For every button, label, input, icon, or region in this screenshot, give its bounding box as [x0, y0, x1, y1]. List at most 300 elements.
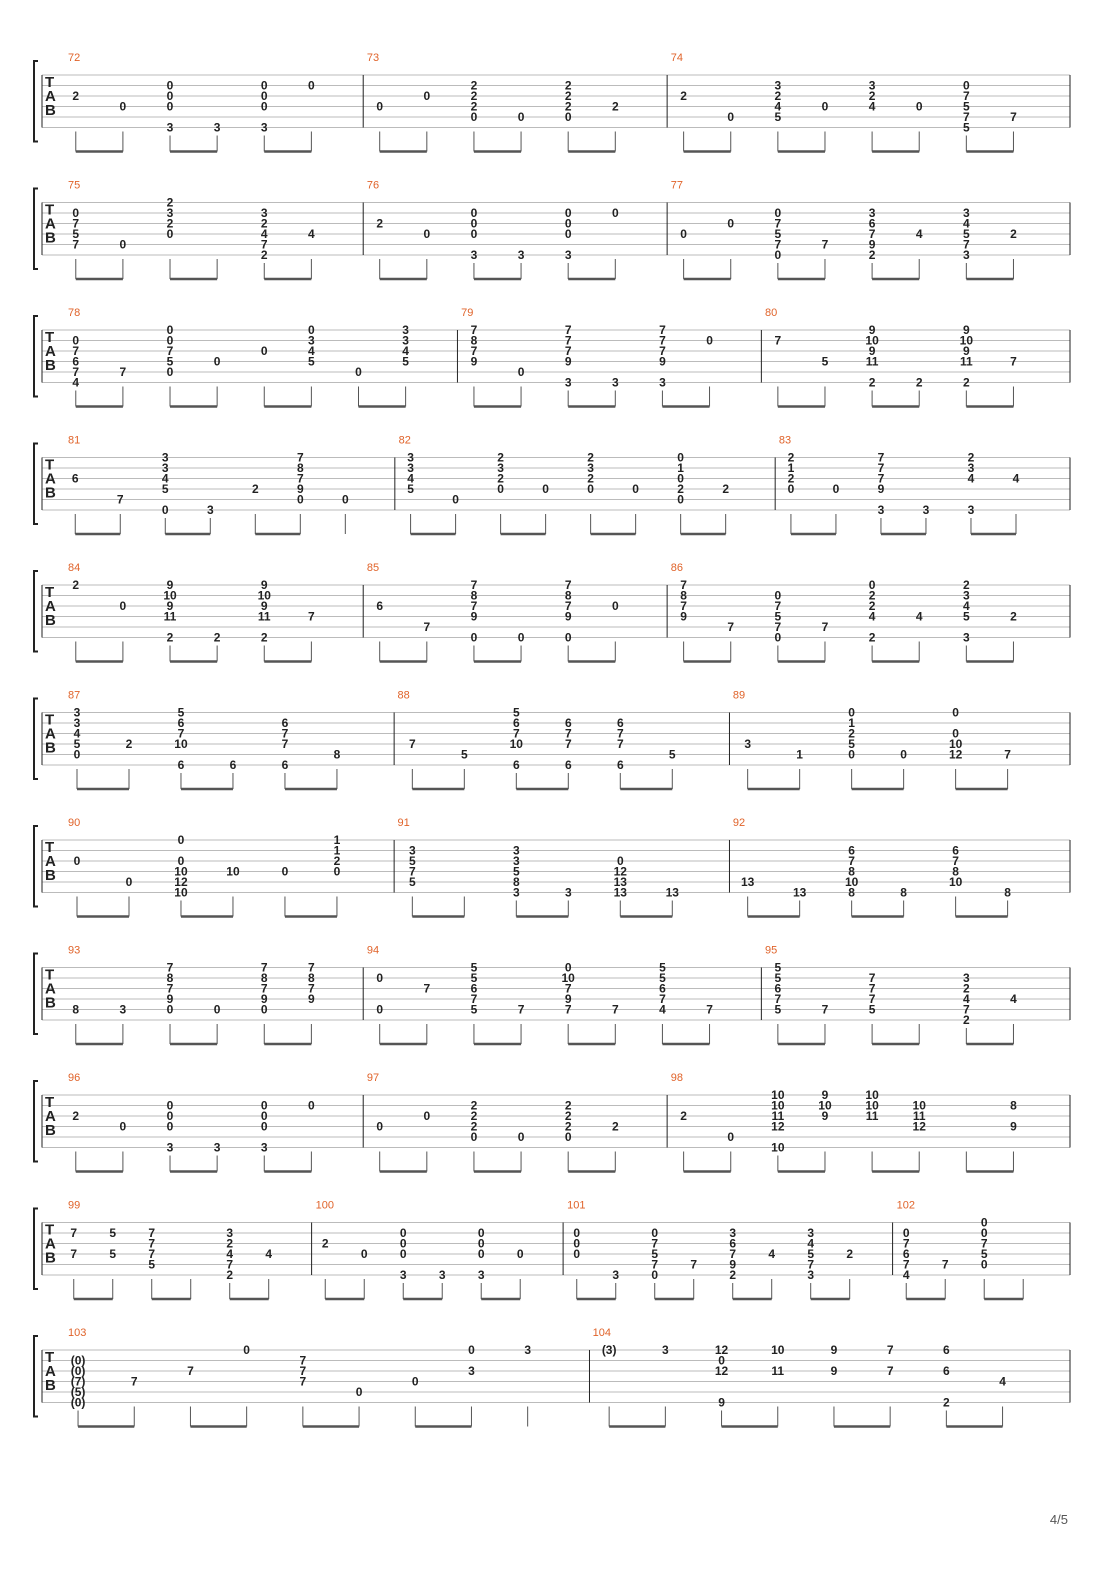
fret-number: 7 — [680, 599, 687, 613]
fret-number: 7 — [408, 737, 416, 751]
fret-number: (5) — [70, 1385, 86, 1399]
fret-number: 3 — [73, 705, 81, 720]
fret-number: 5 — [470, 960, 478, 975]
fret-number: 3 — [564, 375, 572, 390]
tab-clef-letter: A — [45, 980, 56, 998]
fret-number: 7 — [680, 578, 687, 592]
fret-number: 5 — [848, 737, 855, 751]
measure-number: 75 — [68, 179, 81, 192]
fret-number: 7 — [774, 599, 782, 613]
fret-number: 5 — [402, 354, 409, 369]
fret-number: 0 — [423, 1109, 431, 1123]
fret-number: (0) — [70, 1353, 86, 1368]
fret-number: 2 — [587, 471, 594, 486]
measure-number: 86 — [670, 562, 684, 574]
fret-number: 2 — [611, 1119, 619, 1134]
fret-number: 0 — [470, 227, 478, 241]
fret-number: 8 — [72, 1002, 80, 1017]
fret-number: 4 — [915, 609, 923, 624]
fret-number: 2 — [564, 99, 572, 114]
fret-number: 7 — [886, 1364, 894, 1378]
fret-number: 12 — [771, 1119, 785, 1134]
fret-number: 7 — [727, 620, 735, 634]
fret-number: 0 — [564, 216, 572, 231]
fret-number: 3 — [659, 375, 666, 390]
fret-number: 4 — [915, 227, 923, 241]
fret-number: 3 — [962, 248, 970, 262]
fret-number: 9 — [868, 323, 876, 337]
tab-system — [34, 1072, 1070, 1172]
fret-number: 3 — [962, 630, 970, 645]
fret-number: 0 — [308, 1098, 315, 1113]
fret-number: 7 — [299, 1374, 307, 1389]
fret-number: 10 — [257, 588, 271, 603]
fret-number: 7 — [821, 620, 829, 634]
fret-number: 2 — [564, 1098, 572, 1113]
fret-number: 12 — [912, 1119, 926, 1134]
tab-clef-letter: T — [45, 584, 55, 601]
fret-number: 4 — [659, 1002, 666, 1017]
fret-number: 7 — [148, 1226, 156, 1240]
fret-number: 2 — [333, 854, 341, 868]
fret-number: 7 — [821, 237, 829, 252]
tab-clef-letter: T — [45, 1221, 55, 1239]
fret-number: 11 — [257, 609, 271, 624]
fret-number: 7 — [706, 1002, 713, 1017]
fret-number: 9 — [260, 992, 268, 1006]
fret-number: 9 — [564, 992, 572, 1006]
fret-number: 7 — [308, 960, 315, 975]
fret-number: 0 — [125, 875, 133, 889]
fret-number: 7 — [564, 1002, 572, 1017]
fret-number: 0 — [727, 110, 735, 124]
fret-number: 7 — [1004, 747, 1011, 762]
fret-number: 2 — [611, 99, 619, 114]
fret-number: 0 — [72, 333, 80, 348]
fret-number: 3 — [564, 248, 572, 262]
fret-number: 7 — [848, 854, 855, 868]
fret-number: 6 — [659, 981, 666, 996]
measure-number: 77 — [670, 179, 684, 192]
fret-number: 5 — [774, 110, 782, 124]
fret-number: 7 — [166, 344, 174, 358]
fret-number: 0 — [900, 747, 907, 762]
fret-number: 7 — [299, 1353, 307, 1368]
fret-number: 7 — [308, 981, 315, 996]
fret-number: 7 — [470, 992, 478, 1006]
fret-number: 0 — [706, 333, 713, 348]
fret-number: 0 — [166, 1002, 174, 1017]
fret-number: 3 — [408, 843, 416, 858]
fret-number: 3 — [470, 248, 478, 262]
fret-number: 3 — [612, 1268, 620, 1282]
fret-number: 0 — [516, 1247, 524, 1261]
measure-number: 104 — [592, 1327, 612, 1339]
fret-number: 3 — [512, 843, 520, 858]
fret-number: 2 — [470, 99, 478, 114]
fret-number: 0 — [616, 854, 624, 868]
fret-number: 0 — [573, 1236, 581, 1251]
fret-number: 0 — [952, 705, 959, 720]
fret-number: 9 — [470, 354, 478, 369]
fret-number: 3 — [868, 78, 876, 93]
fret-number: 0 — [477, 1236, 485, 1251]
fret-number: 7 — [177, 726, 185, 741]
fret-number: 0 — [611, 599, 619, 613]
fret-number: 1 — [677, 461, 684, 475]
fret-number: 7 — [564, 981, 572, 996]
fret-number: 9 — [868, 237, 876, 252]
fret-number: 0 — [399, 1247, 407, 1261]
fret-number: 2 — [787, 450, 795, 465]
fret-number: 4 — [967, 471, 975, 486]
fret-number: 0 — [166, 78, 174, 93]
tab-clef-letter: T — [45, 966, 55, 984]
fret-number: 10 — [771, 1140, 785, 1155]
fret-number: 2 — [497, 471, 504, 486]
fret-number: 0 — [821, 99, 829, 114]
fret-number: 3 — [260, 120, 268, 135]
measure-number: 88 — [397, 689, 410, 702]
fret-number: 3 — [564, 885, 572, 900]
fret-number: 7 — [774, 620, 782, 634]
fret-number: 5 — [166, 354, 174, 369]
tab-clef-letter: B — [45, 1249, 56, 1267]
fret-number: 8 — [952, 864, 959, 879]
fret-number: 7 — [774, 992, 782, 1006]
fret-number: 0 — [680, 227, 687, 241]
fret-number: 7 — [564, 323, 572, 337]
tab-clef-letter: B — [45, 994, 56, 1012]
fret-number: 8 — [470, 333, 478, 348]
fret-number: 9 — [166, 578, 174, 592]
fret-number: 5 — [73, 737, 81, 751]
fret-number: 9 — [729, 1257, 737, 1272]
fret-number: 7 — [116, 492, 124, 507]
fret-number: 3 — [407, 461, 414, 475]
fret-number: 7 — [868, 971, 876, 985]
fret-number: 3 — [611, 375, 619, 390]
fret-number: 5 — [659, 960, 666, 975]
tab-clef-letter: B — [45, 739, 56, 757]
measure-number: 89 — [732, 689, 746, 702]
fret-number: 0 — [980, 1257, 988, 1272]
system-bracket — [34, 316, 38, 397]
tab-clef-letter: A — [45, 1108, 56, 1125]
fret-number: 5 — [407, 482, 414, 496]
tab-clef-letter: A — [45, 88, 56, 105]
fret-number: 0 — [341, 492, 349, 507]
fret-number: 4 — [962, 992, 970, 1006]
system-bracket — [34, 699, 38, 780]
tab-clef-letter: T — [45, 456, 55, 474]
fret-number: 0 — [470, 216, 478, 231]
tab-system — [34, 817, 1070, 917]
fret-number: 4 — [868, 99, 876, 114]
fret-number: 2 — [962, 981, 970, 996]
fret-number: 2 — [72, 1109, 80, 1123]
fret-number: 5 — [962, 120, 970, 135]
fret-number: 3 — [119, 1002, 127, 1017]
fret-number: 9 — [260, 599, 268, 613]
fret-number: 7 — [72, 237, 80, 252]
fret-number: 2 — [943, 1395, 950, 1410]
tab-clef-letter: A — [45, 343, 56, 360]
fret-number: 0 — [260, 99, 268, 114]
fret-number: 8 — [1004, 885, 1011, 900]
fret-number: 0 — [573, 1226, 581, 1240]
fret-number: 0 — [980, 1226, 988, 1240]
fret-number: 4 — [308, 344, 315, 358]
tab-system — [34, 1327, 1070, 1427]
fret-number: 2 — [680, 89, 687, 103]
fret-number: 0 — [517, 365, 525, 379]
fret-number: 7 — [659, 992, 666, 1006]
fret-number: 3 — [967, 503, 975, 517]
fret-number: 9 — [718, 1395, 725, 1410]
fret-number: 2 — [564, 1119, 572, 1134]
fret-number: 0 — [260, 89, 268, 103]
fret-number: 4 — [308, 227, 315, 241]
fret-number: 2 — [564, 1109, 572, 1123]
fret-number: 3 — [213, 120, 221, 135]
fret-number: 8 — [333, 747, 341, 762]
fret-number: 2 — [166, 216, 174, 231]
fret-number: 0 — [542, 482, 549, 496]
fret-number: 6 — [774, 981, 782, 996]
fret-number: 2 — [470, 1109, 478, 1123]
tab-clef-letter: A — [45, 1235, 56, 1253]
fret-number: 10 — [912, 1098, 926, 1113]
measure-number: 102 — [896, 1199, 915, 1212]
fret-number: 5 — [408, 875, 416, 889]
fret-number: 3 — [922, 503, 930, 517]
fret-number: 7 — [119, 365, 127, 379]
fret-number: 10 — [771, 1343, 785, 1357]
measure-number: 80 — [765, 307, 778, 319]
fret-number: 5 — [177, 705, 185, 720]
fret-number: 4 — [265, 1247, 273, 1261]
fret-number: 0 — [774, 248, 782, 262]
fret-number: 7 — [470, 599, 478, 613]
fret-number: 7 — [70, 1226, 78, 1240]
fret-number: 0 — [73, 854, 81, 868]
fret-number: 0 — [848, 747, 855, 762]
fret-number: 7 — [1010, 354, 1017, 369]
fret-number: 0 — [166, 227, 174, 241]
fret-number: 5 — [308, 354, 315, 369]
fret-number: 10 — [771, 1098, 785, 1113]
fret-number: 0 — [677, 450, 684, 465]
fret-number: 0 — [166, 1119, 174, 1134]
system-bracket — [34, 1209, 38, 1290]
fret-number: 10 — [509, 737, 523, 751]
fret-number: 3 — [166, 1140, 174, 1155]
fret-number: 0 — [452, 492, 459, 507]
fret-number: 6 — [943, 1343, 950, 1357]
measure-number: 94 — [366, 944, 380, 957]
fret-number: 10 — [818, 1098, 832, 1113]
fret-number: 1 — [796, 747, 803, 762]
fret-number: 5 — [807, 1247, 815, 1261]
fret-number: 7 — [962, 237, 970, 252]
fret-number: 11 — [912, 1109, 926, 1123]
tab-clef-letter: A — [45, 725, 56, 743]
fret-number: 7 — [877, 461, 885, 475]
fret-number: 0 — [177, 833, 185, 847]
fret-number: 7 — [564, 737, 572, 751]
fret-number: 6 — [470, 981, 478, 996]
fret-number: 5 — [774, 971, 782, 985]
fret-number: 11 — [771, 1364, 785, 1378]
fret-number: 0 — [333, 864, 341, 879]
fret-number: 2 — [564, 78, 572, 93]
fret-number: 0 — [355, 1385, 363, 1399]
fret-number: 6 — [281, 716, 289, 730]
measure-number: 97 — [366, 1072, 380, 1084]
fret-number: 6 — [902, 1247, 910, 1261]
measure-number: 82 — [398, 434, 411, 447]
fret-number: 6 — [616, 758, 624, 772]
fret-number: 5 — [868, 1002, 876, 1017]
fret-number: 6 — [564, 758, 572, 772]
fret-number: 7 — [281, 726, 289, 741]
fret-number: 3 — [477, 1268, 485, 1282]
fret-number: 7 — [423, 981, 431, 996]
fret-number: (0) — [70, 1395, 86, 1410]
fret-number: 5 — [668, 747, 676, 762]
fret-number: 0 — [470, 630, 478, 645]
fret-number: 3 — [260, 206, 268, 220]
fret-number: 8 — [564, 588, 572, 603]
fret-number: 0 — [962, 78, 970, 93]
system-bracket — [34, 1336, 38, 1417]
fret-number: 11 — [865, 1109, 879, 1123]
fret-number: 3 — [399, 1268, 407, 1282]
fret-number: 2 — [470, 1098, 478, 1113]
fret-number: 2 — [868, 630, 876, 645]
fret-number: 0 — [376, 971, 384, 985]
fret-number: 0 — [848, 705, 855, 720]
fret-number: 0 — [718, 1353, 725, 1368]
fret-number: 2 — [587, 450, 594, 465]
fret-number: 7 — [423, 620, 431, 634]
tab-clef-letter: B — [45, 357, 56, 374]
fret-number: 7 — [729, 1247, 737, 1261]
fret-number: 3 — [662, 1343, 669, 1357]
fret-number: 3 — [407, 450, 414, 465]
fret-number: 0 — [468, 1343, 475, 1357]
fret-number: 2 — [962, 578, 970, 592]
fret-number: 0 — [296, 492, 304, 507]
fret-number: 4 — [260, 227, 268, 241]
fret-number: 10 — [226, 864, 240, 879]
fret-number: 7 — [72, 216, 80, 231]
fret-number: 7 — [72, 365, 80, 379]
fret-number: 9 — [877, 482, 885, 496]
fret-number: 0 — [677, 492, 684, 507]
fret-number: 5 — [651, 1247, 659, 1261]
fret-number: 0 — [774, 206, 782, 220]
fret-number: 3 — [260, 1140, 268, 1155]
fret-number: 6 — [512, 716, 520, 730]
fret-number: 3 — [877, 503, 885, 517]
fret-number: 7 — [952, 854, 959, 868]
fret-number: 5 — [470, 971, 478, 985]
fret-number: 7 — [470, 578, 478, 592]
fret-number: 4 — [1010, 992, 1017, 1006]
fret-number: 5 — [962, 609, 970, 624]
fret-number: 6 — [229, 758, 237, 772]
fret-number: 7 — [877, 471, 885, 486]
fret-number: 9 — [564, 354, 572, 369]
fret-number: 0 — [564, 206, 572, 220]
fret-number: 0 — [72, 206, 80, 220]
tab-clef-letter: A — [45, 853, 56, 870]
fret-number: 0 — [376, 99, 384, 114]
fret-number: 5 — [109, 1226, 117, 1240]
fret-number: 9 — [659, 354, 666, 369]
tab-clef-letter: B — [45, 612, 56, 629]
measure-number: 98 — [670, 1072, 684, 1084]
tab-system — [34, 1200, 1070, 1300]
fret-number: 2 — [564, 89, 572, 103]
fret-number: 8 — [680, 588, 687, 603]
fret-number: 9 — [962, 323, 970, 337]
fret-number: 3 — [402, 323, 409, 337]
fret-number: 0 — [119, 1119, 127, 1134]
fret-number: 0 — [260, 1109, 268, 1123]
tab-system — [34, 52, 1070, 152]
fret-number: 2 — [868, 588, 876, 603]
fret-number: 0 — [260, 1002, 268, 1017]
fret-number: 9 — [680, 609, 687, 624]
fret-number: 0 — [423, 89, 431, 103]
fret-number: 7 — [564, 726, 572, 741]
fret-number: 0 — [470, 206, 478, 220]
fret-number: 2 — [680, 1109, 687, 1123]
fret-number: 8 — [260, 971, 268, 985]
fret-number: 9 — [821, 1109, 829, 1123]
fret-number: 2 — [868, 89, 876, 103]
measure-number: 79 — [461, 307, 474, 319]
fret-number: 2 — [72, 89, 80, 103]
page-number: 4/5 — [1049, 1512, 1068, 1527]
fret-number: 0 — [166, 99, 174, 114]
fret-number: 9 — [821, 1088, 829, 1102]
fret-number: 0 — [360, 1247, 368, 1261]
measure-number: 103 — [68, 1327, 87, 1339]
fret-number: 2 — [260, 630, 268, 645]
measure-number: 101 — [567, 1199, 586, 1212]
fret-number: 7 — [902, 1257, 910, 1272]
fret-number: 9 — [166, 599, 174, 613]
fret-number: 0 — [260, 1119, 268, 1134]
system-bracket — [34, 61, 38, 142]
system-bracket — [34, 189, 38, 270]
fret-number: 0 — [868, 578, 876, 592]
fret-number: 0 — [564, 1130, 572, 1144]
fret-number: 10 — [771, 1088, 785, 1102]
fret-number: 3 — [524, 1343, 532, 1357]
fret-number: 0 — [119, 99, 127, 114]
fret-number: 0 — [470, 110, 478, 124]
fret-number: 0 — [166, 365, 174, 379]
fret-number: 6 — [564, 716, 572, 730]
fret-number: 7 — [659, 344, 666, 358]
fret-number: 7 — [564, 333, 572, 348]
fret-number: 3 — [517, 248, 525, 262]
